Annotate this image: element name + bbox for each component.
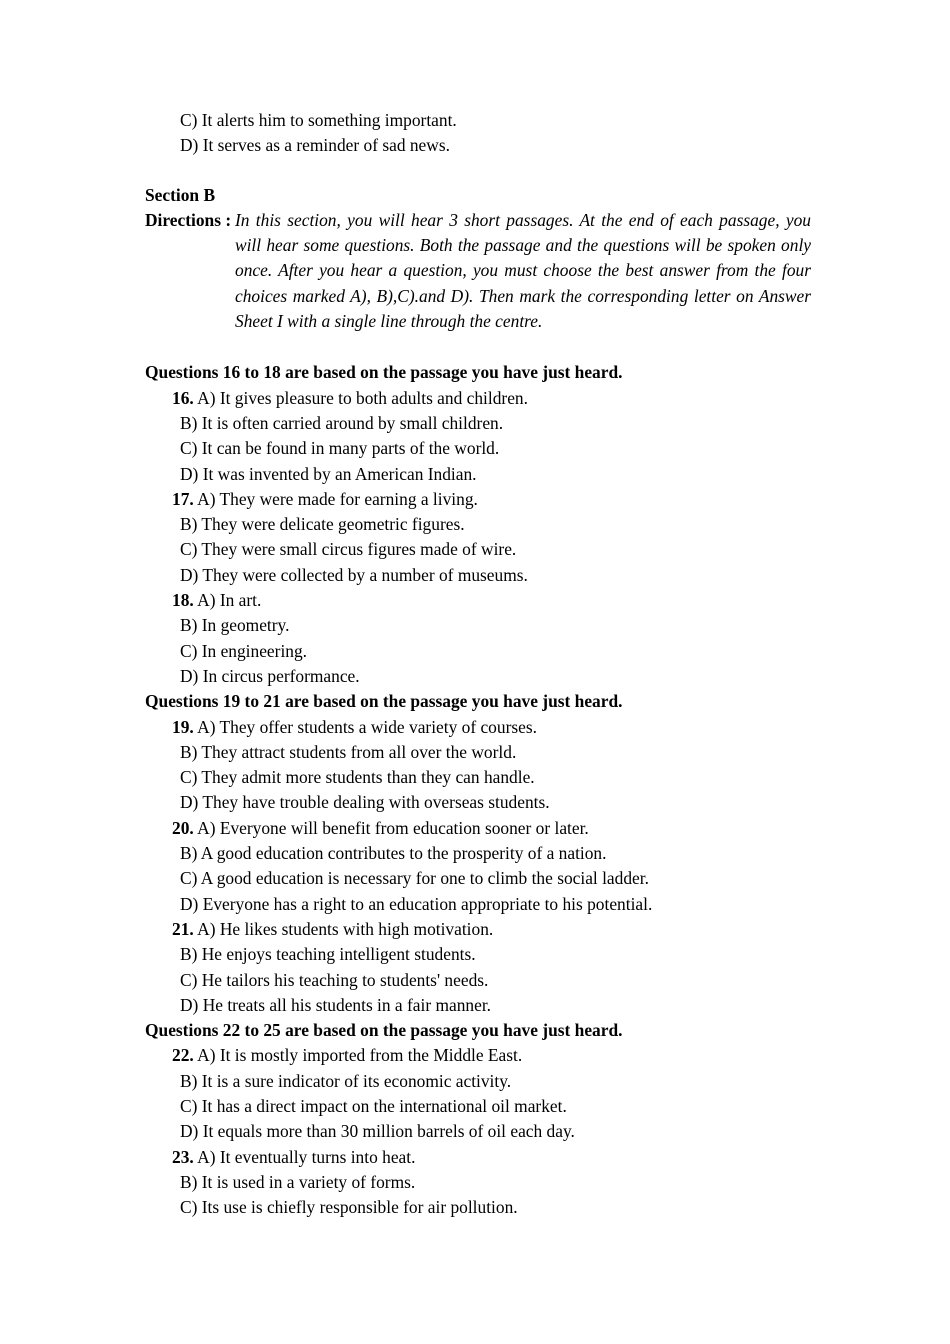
- option-line: D) He treats all his students in a fair manner.: [180, 994, 492, 1015]
- question-item: [172, 487, 811, 512]
- option-line: B) A good education contributes to the prosperity of a nation.: [180, 843, 607, 864]
- option-line: B) It is used in a variety of forms.: [180, 1171, 416, 1192]
- option-line: C) In engineering.: [180, 640, 308, 661]
- question-number: 23.: [172, 1146, 194, 1167]
- option-line: B) In geometry.: [180, 615, 290, 636]
- option-text: A) It gives pleasure to both adults and children.: [197, 387, 528, 408]
- option-line: C) Its use is chiefly responsible for air pollution.: [180, 1197, 518, 1218]
- option-text: A) It eventually turns into heat.: [197, 1146, 416, 1167]
- option-line: C) A good education is necessary for one to climb the social ladder.: [180, 868, 649, 889]
- question-item: [172, 1145, 811, 1170]
- question-item: [172, 386, 811, 411]
- question-number: 16.: [172, 387, 194, 408]
- question-group-heading: Questions 16 to 18 are based on the passage you have just heard.: [145, 362, 623, 383]
- question-group-heading: Questions 22 to 25 are based on the passage you have just heard.: [145, 1020, 623, 1041]
- option-text: A) It is mostly imported from the Middle East.: [197, 1045, 523, 1066]
- option-line: B) It is a sure indicator of its economic activity.: [180, 1070, 512, 1091]
- question-group: [145, 1018, 811, 1220]
- question-number: 22.: [172, 1045, 194, 1066]
- directions-label: Directions :: [145, 209, 232, 230]
- directions-paragraph: [145, 208, 811, 334]
- option-line: D) It serves as a reminder of sad news.: [180, 135, 450, 156]
- question-group-heading: Questions 19 to 21 are based on the passage you have just heard.: [145, 691, 623, 712]
- option-line: D) It equals more than 30 million barrels of oil each day.: [180, 1121, 575, 1142]
- question-group: [145, 360, 811, 689]
- question-number: 17.: [172, 488, 194, 509]
- option-line: C) They were small circus figures made of wire.: [180, 539, 517, 560]
- option-line: D) Everyone has a right to an education appropriate to his potential.: [180, 893, 653, 914]
- question-number: 18.: [172, 590, 194, 611]
- question-number: 19.: [172, 716, 194, 737]
- option-text: A) They were made for earning a living.: [197, 488, 478, 509]
- option-line: D) It was invented by an American Indian.: [180, 463, 477, 484]
- option-line: C) They admit more students than they can handle.: [180, 767, 535, 788]
- option-line: B) He enjoys teaching intelligent students.: [180, 944, 476, 965]
- question-item: [172, 1043, 811, 1068]
- option-text: A) Everyone will benefit from education sooner or later.: [197, 817, 589, 838]
- question-item: [172, 816, 811, 841]
- question-item: [172, 715, 811, 740]
- page-content: [145, 108, 811, 1220]
- option-line: D) They were collected by a number of museums.: [180, 564, 528, 585]
- option-text: A) In art.: [197, 590, 262, 611]
- option-line: D) They have trouble dealing with overseas students.: [180, 792, 550, 813]
- option-line: B) They were delicate geometric figures.: [180, 514, 465, 535]
- section-title: Section B: [145, 184, 216, 205]
- option-line: B) They attract students from all over the world.: [180, 741, 517, 762]
- directions-body-text: In this section, you will hear 3 short passages. At the end of each passage, you will hear some questions. Both the passage and the questions will be spoken only once. After you hear a question, you must choose the best answer from the four choices marked A), B),C).and D). Then mark the corresponding letter on Answer Sheet I with a single line through the centre.: [235, 209, 811, 332]
- option-line: C) It can be found in many parts of the world.: [180, 438, 500, 459]
- question-item: [172, 588, 811, 613]
- option-text: A) They offer students a wide variety of courses.: [197, 716, 537, 737]
- question-number: 21.: [172, 918, 194, 939]
- option-line: C) He tailors his teaching to students' needs.: [180, 969, 489, 990]
- question-number: 20.: [172, 817, 194, 838]
- directions-text: [235, 208, 811, 334]
- option-line: C) It alerts him to something important.: [180, 110, 457, 130]
- question-item: [172, 917, 811, 942]
- option-line: D) In circus performance.: [180, 665, 360, 686]
- option-line: B) It is often carried around by small children.: [180, 412, 504, 433]
- carryover-option-block: [145, 108, 811, 159]
- question-group: [145, 689, 811, 1018]
- option-text: A) He likes students with high motivation.: [197, 918, 494, 939]
- option-line: C) It has a direct impact on the international oil market.: [180, 1095, 567, 1116]
